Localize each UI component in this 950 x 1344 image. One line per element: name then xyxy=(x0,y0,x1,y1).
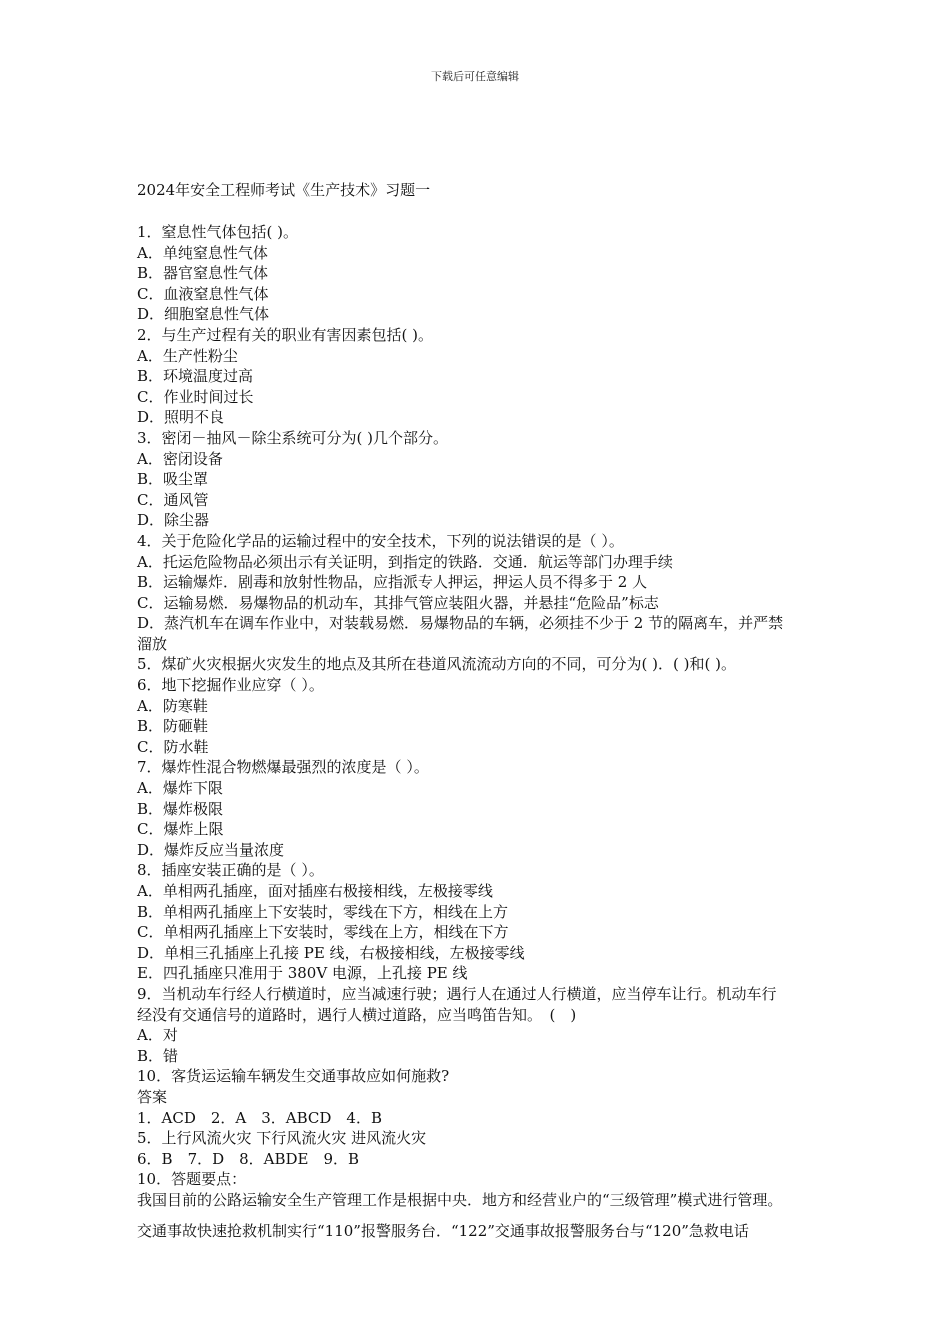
q6-option-a: A．防寒鞋 xyxy=(137,696,208,715)
q3-option-c: C．通风管 xyxy=(137,490,209,509)
q4-option-d-continued: 溜放 xyxy=(137,634,168,653)
q10-stem: 10．客货运运输车辆发生交通事故应如何施救? xyxy=(137,1067,450,1086)
q4-option-a: A．托运危险物品必须出示有关证明，到指定的铁路．交通．航运等部门办理手续 xyxy=(137,552,673,571)
q8-option-b: B．单相两孔插座上下安装时，零线在下方，相线在上方 xyxy=(137,902,509,921)
q9-stem-continued: 经没有交通信号的道路时，遇行人横过道路，应当鸣笛告知。 ( ) xyxy=(137,1005,577,1024)
q3-option-d: D．除尘器 xyxy=(137,511,210,530)
q7-stem: 7．爆炸性混合物燃爆最强烈的浓度是（ ）。 xyxy=(137,758,429,777)
q3-stem: 3．密闭－抽风－除尘系统可分为( )几个部分。 xyxy=(137,428,449,447)
q2-option-d: D．照明不良 xyxy=(137,408,225,427)
answers-heading: 答案 xyxy=(137,1087,168,1106)
q9-option-a: A．对 xyxy=(137,1026,178,1045)
q8-option-c: C．单相两孔插座上下安装时，零线在上方，相线在下方 xyxy=(137,923,509,942)
q8-option-a: A．单相两孔插座，面对插座右极接相线，左极接零线 xyxy=(137,882,493,900)
q1-stem: 1．窒息性气体包括( )。 xyxy=(137,223,299,241)
q8-stem: 8．插座安装正确的是（ ）。 xyxy=(137,861,324,880)
q1-option-a: A．单纯窒息性气体 xyxy=(137,243,268,262)
q3-option-a: A．密闭设备 xyxy=(137,449,223,468)
answer-10-heading: 10．答题要点： xyxy=(137,1170,247,1189)
document-body xyxy=(137,222,867,1241)
q7-option-d: D．爆炸反应当量浓度 xyxy=(137,840,285,859)
document-title: 2024年安全工程师考试《生产技术》习题一 xyxy=(137,181,431,199)
q6-stem: 6．地下挖掘作业应穿（ ）。 xyxy=(137,676,324,695)
q6-option-c: C．防水鞋 xyxy=(137,737,209,756)
q7-option-b: B．爆炸极限 xyxy=(137,799,224,818)
q3-option-b: B．吸尘罩 xyxy=(137,470,209,489)
q2-option-c: C．作业时间过长 xyxy=(137,387,254,406)
answer-5: 5．上行风流火灾 下行风流火灾 进风流火灾 xyxy=(137,1129,427,1148)
answers-6-9: 6．B 7．D 8．ABDE 9．B xyxy=(137,1149,360,1168)
q2-option-a: A．生产性粉尘 xyxy=(137,346,238,365)
q9-option-b: B．错 xyxy=(137,1046,179,1065)
q1-option-b: B．器官窒息性气体 xyxy=(137,264,269,283)
q9-stem: 9．当机动车行经人行横道时，应当减速行驶；遇行人在通过人行横道，应当停车让行。机动车行 xyxy=(137,984,777,1003)
answer-10-paragraph-1: 我国目前的公路运输安全生产管理工作是根据中央．地方和经营业户的“三级管理”模式进行管理。 xyxy=(137,1190,783,1209)
page-header: 下载后可任意编辑 xyxy=(431,70,519,83)
q4-option-b: B．运输爆炸．剧毒和放射性物品，应指派专人押运，押运人员不得多于 2 人 xyxy=(137,573,648,592)
q2-stem: 2．与生产过程有关的职业有害因素包括( )。 xyxy=(137,325,434,344)
q6-option-b: B．防砸鞋 xyxy=(137,717,209,736)
q4-option-d: D．蒸汽机车在调车作业中，对装载易燃．易爆物品的车辆，必须挂不少于 2 节的隔离车，并严禁 xyxy=(137,614,784,633)
q1-option-d: D．细胞窒息性气体 xyxy=(137,305,270,324)
answer-10-paragraph-2: 交通事故快速抢救机制实行“110”报警服务台．“122”交通事故报警服务台与“120”急救电话 xyxy=(137,1221,749,1240)
q8-option-e: E．四孔插座只准用于 380V 电源，上孔接 PE 线 xyxy=(137,964,468,983)
q4-option-c: C．运输易燃．易爆物品的机动车，其排气管应装阻火器，并悬挂“危险品”标志 xyxy=(137,593,659,612)
q1-option-c: C．血液窒息性气体 xyxy=(137,284,269,303)
answers-1-4: 1．ACD 2．A 3．ABCD 4．B xyxy=(137,1108,383,1127)
q8-option-d: D．单相三孔插座上孔接 PE 线，右极接相线，左极接零线 xyxy=(137,943,525,962)
q7-option-a: A．爆炸下限 xyxy=(137,779,223,798)
q4-stem: 4．关于危险化学品的运输过程中的安全技术，下列的说法错误的是（ ）。 xyxy=(137,531,624,550)
q5-stem: 5．煤矿火灾根据火灾发生的地点及其所在巷道风流流动方向的不同，可分为( )．( )和( )。 xyxy=(137,655,736,674)
q7-option-c: C．爆炸上限 xyxy=(137,820,224,839)
q2-option-b: B．环境温度过高 xyxy=(137,367,254,386)
